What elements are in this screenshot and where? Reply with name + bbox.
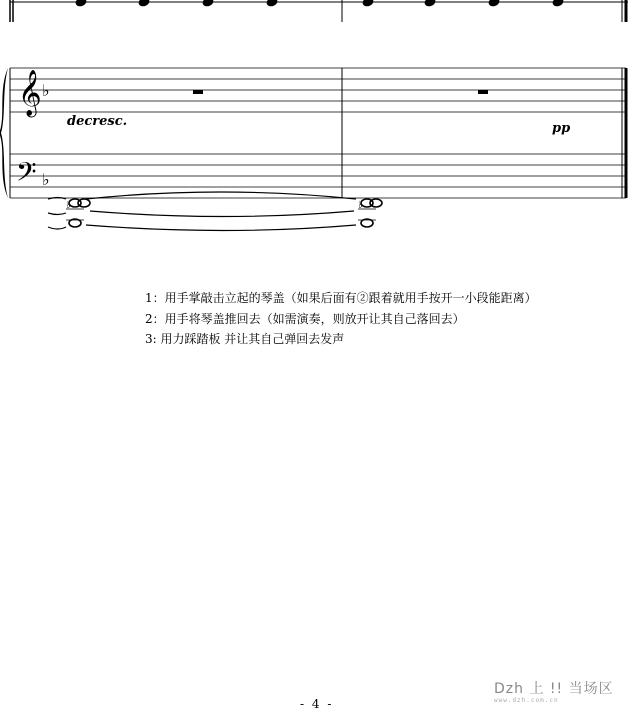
- whole-rest: [193, 90, 203, 94]
- flat-accidental: ♭: [66, 200, 71, 211]
- tie: [90, 211, 354, 217]
- watermark-url: www.dzh.com.cn: [494, 697, 559, 704]
- note-line-1: 1：用手掌敲击立起的琴盖（如果后面有②跟着就用手按开一小段能距离）: [145, 291, 537, 305]
- note-line-3: 3: 用力踩踏板 并让其自己弹回去发声: [145, 332, 345, 346]
- tie-start: [48, 227, 66, 229]
- dynamic-pp: pp: [552, 121, 571, 136]
- key-flat-bass: ♭: [42, 170, 50, 189]
- performance-notes: [145, 288, 537, 350]
- tie-start: [48, 213, 66, 215]
- page-number: - 4 -: [300, 697, 334, 711]
- bass-clef: 𝄢: [16, 156, 37, 194]
- whole-rest: [478, 90, 488, 94]
- key-flat-treble: ♭: [42, 81, 50, 100]
- piano-system: [0, 68, 626, 231]
- dynamic-decresc: decresc.: [67, 114, 128, 129]
- note-line-2: 2：用手将琴盖推回去（如需演奏，则放开让其自己落回去）: [145, 311, 465, 326]
- treble-staff: [10, 68, 626, 112]
- music-score: [0, 0, 630, 300]
- percussion-notes: [75, 0, 564, 7]
- tie: [86, 225, 356, 231]
- percussion-staff: [10, 0, 628, 22]
- watermark-title: Dzh 上 !! 当场区: [494, 681, 614, 697]
- flat-accidental: ♭: [358, 200, 363, 211]
- watermark: [488, 676, 628, 706]
- treble-clef: 𝄞: [18, 70, 42, 116]
- brace: [0, 68, 8, 198]
- bass-staff: [10, 154, 626, 198]
